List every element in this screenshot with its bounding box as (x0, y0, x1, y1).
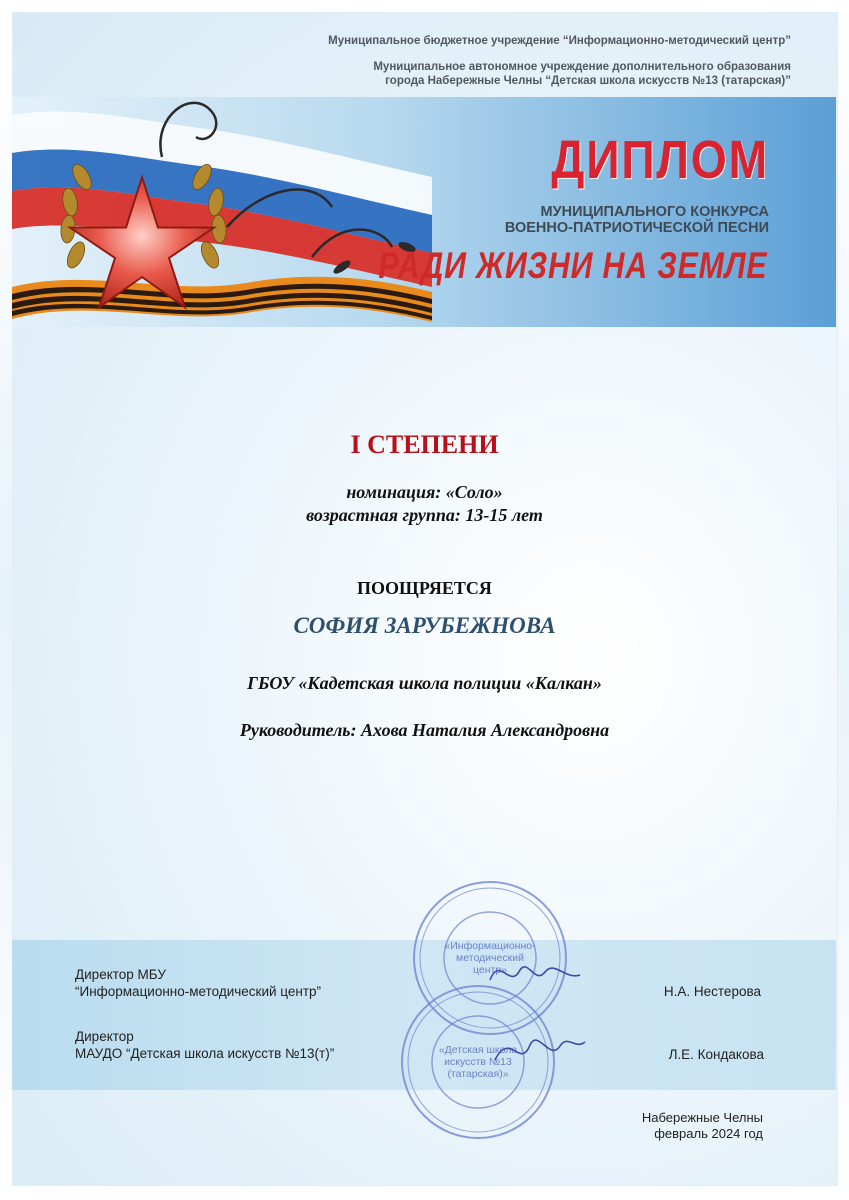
director-2-role (75, 1028, 334, 1062)
contest-subtitle (505, 204, 769, 236)
director-1-title: Директор МБУ (75, 967, 166, 982)
stamp-2-line-2: искусств №13 (444, 1056, 512, 1068)
contest-subtitle-line-1: МУНИЦИПАЛЬНОГО КОНКУРСА (540, 204, 769, 220)
stamp-1-line-3: центр» (472, 964, 508, 976)
signature-1 (490, 967, 580, 980)
director-2-org: МАУДО “Детская школа искусств №13(т)” (75, 1046, 335, 1061)
age-group: возрастная группа: 13-15 лет (306, 505, 543, 525)
recipient-name: СОФИЯ ЗАРУБЕЖНОВА (293, 613, 556, 638)
director-1-name: Н.А. Нестерова (663, 984, 761, 999)
stamp-2-line-1: «Детская школа (438, 1044, 518, 1056)
stamp-1-line-1: «Информационно- (444, 940, 536, 952)
director-1-org: “Информационно-методический центр” (75, 984, 322, 999)
city-date (642, 1110, 763, 1142)
nomination: номинация: «Соло» (346, 482, 503, 502)
issuer-block-2 (373, 60, 791, 88)
director-2-name: Л.Е. Кондакова (668, 1047, 764, 1062)
award-degree: I СТЕПЕНИ (350, 430, 499, 459)
supervisor-name: Руководитель: Ахова Наталия Александровна (239, 720, 610, 740)
stamp-2-line-3: (татарская)» (447, 1068, 509, 1080)
issuer-line-3: города Набережные Челны “Детская школа искусств №13 (татарская)” (385, 75, 791, 87)
issuer-line-1: Муниципальное бюджетное учреждение “Информационно-методический центр” (328, 35, 791, 47)
diploma-title: ДИПЛОМ (551, 130, 769, 190)
awarded-label: ПООЩРЯЕТСЯ (357, 578, 492, 598)
issuer-line-2: Муниципальное автономное учреждение дополнительного образования (373, 61, 791, 73)
stamp-1-line-2: методический (456, 952, 524, 964)
director-1-role (75, 966, 321, 1000)
school-name: ГБОУ «Кадетская школа полиции «Калкан» (247, 673, 602, 693)
handwritten-signatures (480, 950, 600, 1085)
contest-subtitle-line-2: ВОЕННО-ПАТРИОТИЧЕСКОЙ ПЕСНИ (504, 220, 769, 236)
contest-name: РАДИ ЖИЗНИ НА ЗЕМЛЕ (377, 245, 767, 286)
director-2-title: Директор (75, 1029, 134, 1044)
date: февраль 2024 год (654, 1126, 763, 1141)
signature-2 (495, 1040, 585, 1060)
city: Набережные Челны (641, 1110, 763, 1125)
